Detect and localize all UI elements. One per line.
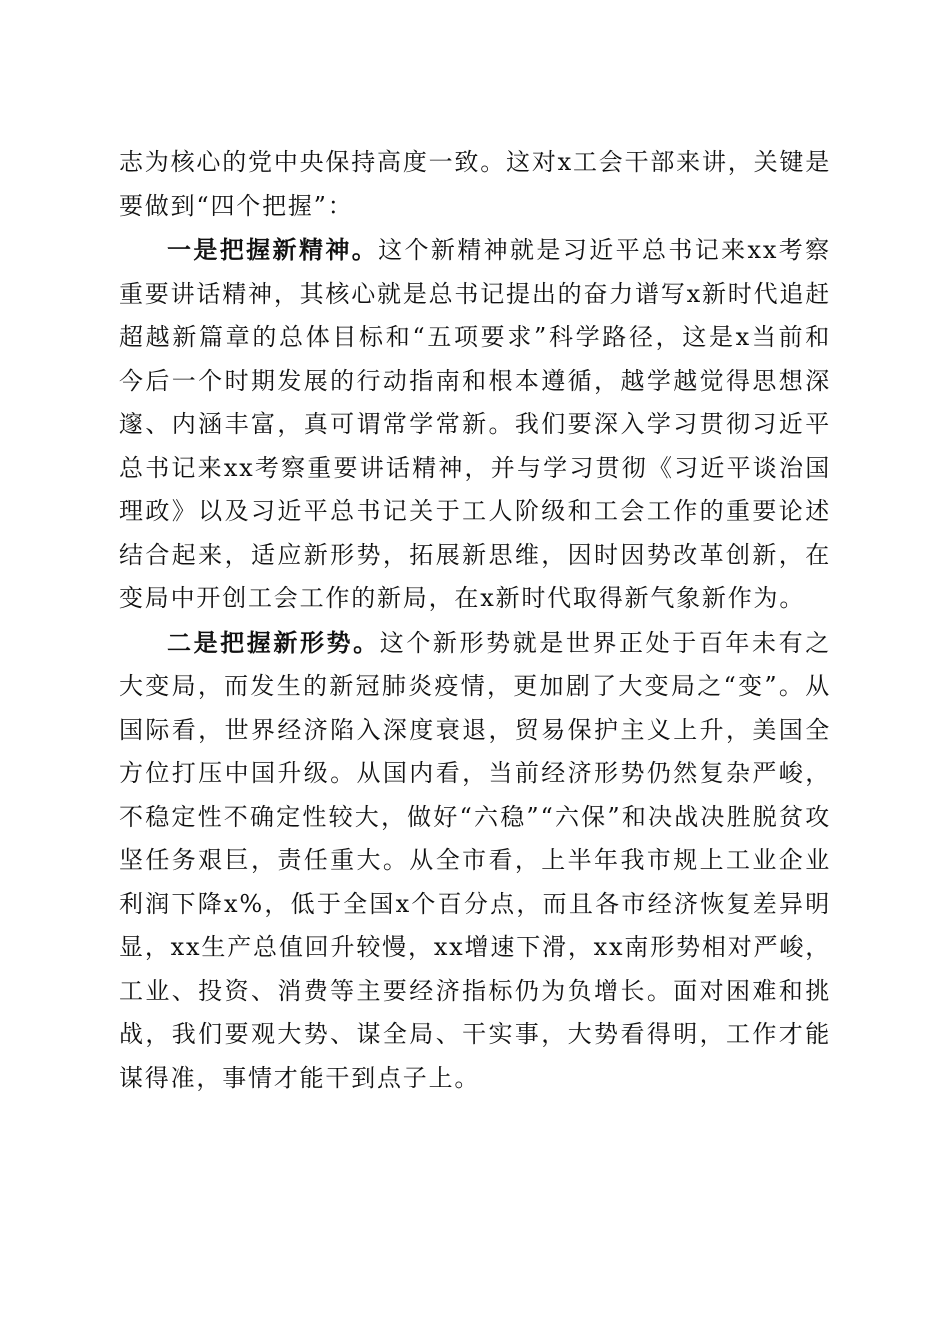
paragraph-lead-heading: 一是把握新精神。 — [167, 235, 379, 264]
paragraph-text: 志为核心的党中央保持高度一致。这对x工会干部来讲，关键是要做到“四个把握”： — [119, 148, 831, 220]
document-body — [119, 141, 831, 1100]
paragraph-lead-heading: 二是把握新形势。 — [167, 627, 380, 657]
paragraph-new-spirit — [119, 228, 831, 621]
paragraph-new-situation — [119, 621, 831, 1101]
paragraph-continuation — [119, 141, 831, 228]
paragraph-text: 这个新精神就是习近平总书记来xx考察重要讲话精神，其核心就是总书记提出的奋力谱写x新时代追赶超越新篇章的总体目标和“五项要求”科学路径，这是x当前和今后一个时期发展的行动指南和根本遵循，越学越觉得思想深邃、内涵丰富，真可谓常学常新。我们要深入学习贯彻习近平总书记来xx考察重要讲话精神，并与学习贯彻《习近平谈治国理政》以及习近平总书记关于工人阶级和工会工作的重要论述结合起来，适应新形势，拓展新思维，因时因势改革创新，在变局中开创工会工作的新局，在x新时代取得新气象新作为。 — [119, 236, 831, 612]
paragraph-text: 这个新形势就是世界正处于百年未有之大变局，而发生的新冠肺炎疫情，更加剧了大变局之“变”。从国际看，世界经济陷入深度衰退，贸易保护主义上升，美国全方位打压中国升级。从国内看，当前经济形势仍然复杂严峻，不稳定性不确定性较大，做好“六稳”“六保”和决战决胜脱贫攻坚任务艰巨，责任重大。从全市看，上半年我市规上工业企业利润下降x%，低于全国x个百分点，而且各市经济恢复差异明显，xx生产总值回升较慢，xx增速下滑，xx南形势相对严峻，工业、投资、消费等主要经济指标仍为负增长。面对困难和挑战，我们要观大势、谋全局、干实事，大势看得明，工作才能谋得准，事情才能干到点子上。 — [119, 628, 831, 1092]
